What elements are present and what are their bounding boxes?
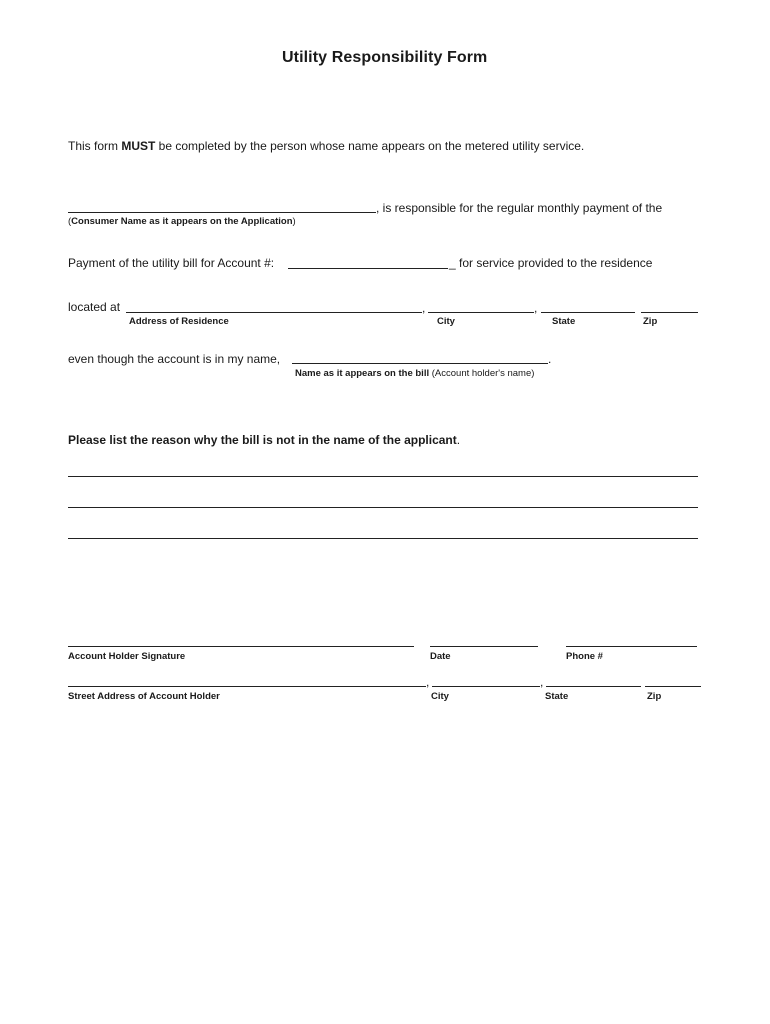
caption-state: State xyxy=(552,316,576,327)
reason-line-1 xyxy=(68,476,698,477)
holder-name-caption xyxy=(295,368,534,379)
residence-state-field[interactable] xyxy=(541,299,635,311)
residence-state-line xyxy=(541,312,635,313)
holder-zip-field[interactable] xyxy=(645,672,701,686)
residence-address-field[interactable] xyxy=(126,299,422,311)
holder-comma-1: , xyxy=(426,675,430,689)
account-holder-prefix: even though the account is in my name, xyxy=(68,352,281,366)
account-number-field[interactable] xyxy=(288,255,448,267)
reason-heading-end: . xyxy=(456,433,461,447)
holder-name-period: . xyxy=(548,352,552,366)
phone-label: Phone # xyxy=(566,651,603,662)
residence-comma-1: , xyxy=(422,301,426,315)
signature-field[interactable] xyxy=(68,632,414,646)
holder-state-line xyxy=(546,686,641,687)
signature-label: Account Holder Signature xyxy=(68,651,186,662)
reason-heading xyxy=(68,433,460,447)
account-number-line xyxy=(288,268,448,269)
holder-caption-normal: (Account holder's name) xyxy=(429,368,535,379)
phone-field[interactable] xyxy=(566,632,697,646)
consumer-name-caption xyxy=(68,216,296,227)
holder-city-line xyxy=(432,686,540,687)
signature-line xyxy=(68,646,414,647)
date-line xyxy=(430,646,538,647)
residence-address-line xyxy=(126,312,422,313)
residence-zip-line xyxy=(641,312,698,313)
intro-emphasis: MUST xyxy=(121,139,156,153)
holder-name-line xyxy=(292,363,548,364)
intro-after: be completed by the person whose name appears on the metered utility service. xyxy=(155,139,585,153)
caption-close: ) xyxy=(292,216,296,227)
street-address-line xyxy=(68,686,426,687)
intro-before: This form xyxy=(68,139,122,153)
date-label: Date xyxy=(430,651,451,662)
intro-text xyxy=(68,139,584,153)
consumer-name-line xyxy=(68,212,376,213)
caption-city: City xyxy=(437,316,455,327)
caption-bold: Consumer Name as it appears on the Application xyxy=(71,216,293,227)
residence-city-line xyxy=(428,312,534,313)
residence-zip-field[interactable] xyxy=(641,299,698,311)
phone-line xyxy=(566,646,697,647)
holder-city-label: City xyxy=(431,691,449,702)
holder-zip-label: Zip xyxy=(647,691,662,702)
holder-state-field[interactable] xyxy=(546,672,641,686)
responsible-text: , is responsible for the regular monthly payment of the xyxy=(376,201,663,215)
street-address-field[interactable] xyxy=(68,672,426,686)
located-at-label: located at xyxy=(68,300,121,314)
caption-open: ( xyxy=(68,216,72,227)
reason-line-2 xyxy=(68,507,698,508)
reason-field-2[interactable] xyxy=(68,493,698,507)
holder-city-field[interactable] xyxy=(432,672,540,686)
reason-field-1[interactable] xyxy=(68,462,698,476)
date-field[interactable] xyxy=(430,632,538,646)
holder-comma-2: , xyxy=(540,675,544,689)
reason-field-3[interactable] xyxy=(68,524,698,538)
holder-name-field[interactable] xyxy=(292,350,548,362)
form-title: Utility Responsibility Form xyxy=(282,49,488,66)
reason-heading-text: Please list the reason why the bill is not in the name of the applicant xyxy=(68,433,457,447)
holder-zip-line xyxy=(645,686,701,687)
holder-caption-bold: Name as it appears on the bill xyxy=(295,368,430,379)
consumer-name-field[interactable] xyxy=(68,199,376,211)
account-suffix: _ for service provided to the residence xyxy=(449,256,653,270)
account-prefix: Payment of the utility bill for Account #: xyxy=(68,256,275,270)
residence-comma-2: , xyxy=(534,301,538,315)
residence-city-field[interactable] xyxy=(428,299,534,311)
caption-address: Address of Residence xyxy=(129,316,229,327)
holder-state-label: State xyxy=(545,691,569,702)
reason-line-3 xyxy=(68,538,698,539)
street-address-label: Street Address of Account Holder xyxy=(68,691,220,702)
caption-zip: Zip xyxy=(643,316,658,327)
